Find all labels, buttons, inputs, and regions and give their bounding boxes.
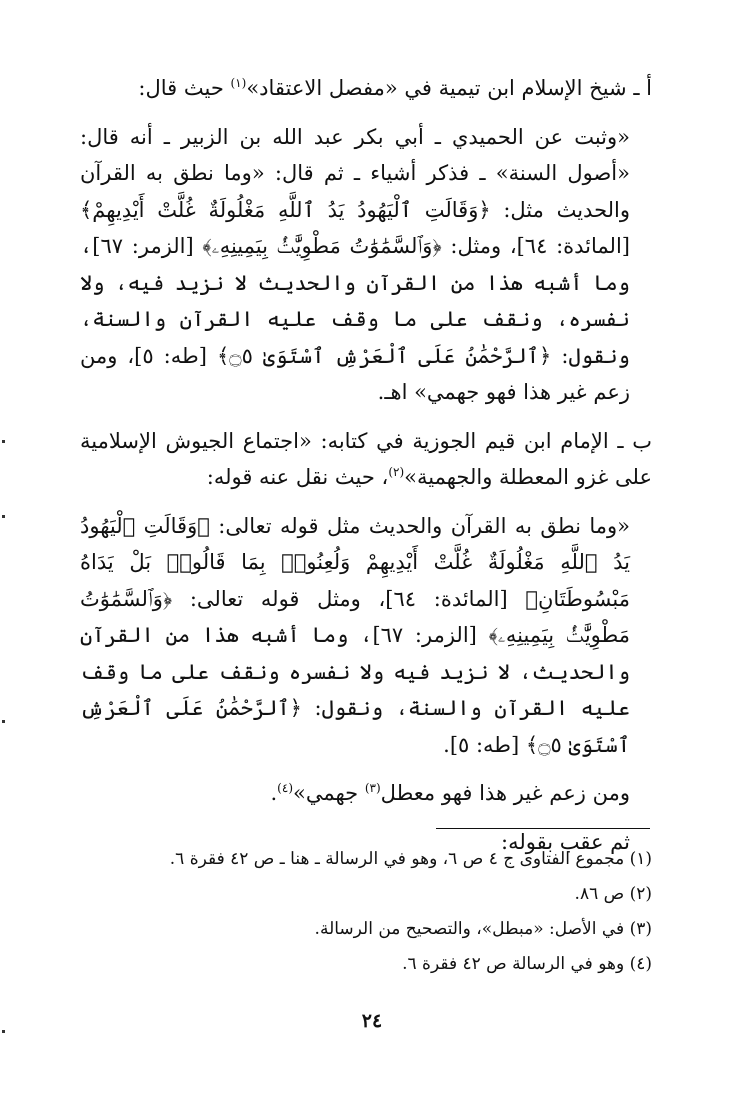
footnote-ref-2: (٢): [388, 465, 405, 479]
footnote-ref-3: (٣): [364, 781, 381, 795]
closing-line: ثم عقب بقوله:: [501, 829, 630, 854]
item-b-text-end: ، حيث نقل عنه قوله:: [206, 465, 389, 489]
item-a-text: أ ـ شيخ الإسلام ابن تيمية في «مفصل الاعتقاد»: [246, 76, 652, 100]
quote-2-tail-end: .: [270, 781, 278, 805]
item-b: [80, 423, 652, 496]
quote-2: «وما نطق به القرآن والحديث مثل قوله تعالى: ﴿وَقَالَتِ ٱلْيَهُودُ يَدُ ٱللَّهِ مَغْلُولَةٌ غُلَّتْ أَيْدِيهِمْ وَلُعِنُوا۟ بِمَا قَالُوا۟ بَلْ يَدَاهُ مَبْسُوطَتَانِ﴾ [المائدة: ٦٤]، ومثل قوله تعالى: ﴿وَٱلسَّمَٰوَٰتُ مَطْوِيَّٰتُۢ بِيَمِينِهِۦ﴾ [الزمر: ٦٧]، وما أشبه هذا من القرآن والحديث، لا نزيد فيه ولا نفسره ونقف على ما وقف عليه القرآن والسنة، ونقول: ﴿ٱلرَّحْمَٰنُ عَلَى ٱلْعَرْشِ ٱسْتَوَىٰ ۝٥﴾ [طه: ٥].: [80, 513, 631, 757]
quote-2-tail-text: ومن زعم غير هذا فهو معطل: [380, 781, 630, 805]
item-b-text: ب ـ الإمام ابن قيم الجوزية في كتابه: «اجتماع الجيوش الإسلامية على غزو المعطلة والجهمية»: [80, 428, 652, 489]
page-number: ٢٤: [361, 1010, 383, 1032]
footnote-ref-4: (٤): [277, 781, 293, 795]
item-a-text-end: حيث قال:: [138, 76, 231, 100]
scan-mark: [2, 440, 5, 443]
item-a: [80, 70, 652, 107]
quote-1: «وثبت عن الحميدي ـ أبي بكر عبد الله بن الزبير ـ أنه قال: «أصول السنة» ـ فذكر أشياء ـ ثم قال: «وما نطق به القرآن والحديث مثل: ﴿وَقَالَتِ ٱلْيَهُودُ يَدُ ٱللَّهِ مَغْلُولَةٌ غُلَّتْ أَيْدِيهِمْ﴾ [المائدة: ٦٤]، ومثل: ﴿وَٱلسَّمَٰوَٰتُ مَطْوِيَّٰتُۢ بِيَمِينِهِۦ﴾ [الزمر: ٦٧]، وما أشبه هذا من القرآن والحديث لا نزيد فيه، ولا نفسره، ونقف على ما وقف عليه القرآن والسنة، ونقول: ﴿ٱلرَّحْمَٰنُ عَلَى ٱلْعَرْشِ ٱسْتَوَىٰ ۝٥﴾ [طه: ٥]، ومن زعم غير هذا فهو جهمي» اهـ.: [80, 124, 630, 404]
footnote-divider: [436, 828, 650, 829]
footnote-1: (١) مجموع الفتاوى ج ٤ ص ٦، وهو في الرسالة ـ هنا ـ ص ٤٢ فقرة ٦.: [169, 849, 652, 869]
scan-mark: [2, 515, 5, 518]
footnotes: [80, 842, 652, 982]
footnote-3: (٣) في الأصل: «مبطل»، والتصحيح من الرسالة.: [314, 919, 652, 939]
footnote-4: (٤) وهو في الرسالة ص ٤٢ فقرة ٦.: [402, 954, 652, 974]
quote-2-tail-text-b: جهمي»: [293, 781, 365, 805]
quote-2-tail: [80, 775, 652, 812]
scan-mark: [2, 720, 5, 723]
footnote-2: (٢) ص ٨٦.: [574, 884, 652, 904]
main-text: [80, 70, 652, 860]
footnote-ref-1: (١): [230, 76, 247, 90]
scan-mark: [2, 1030, 5, 1033]
